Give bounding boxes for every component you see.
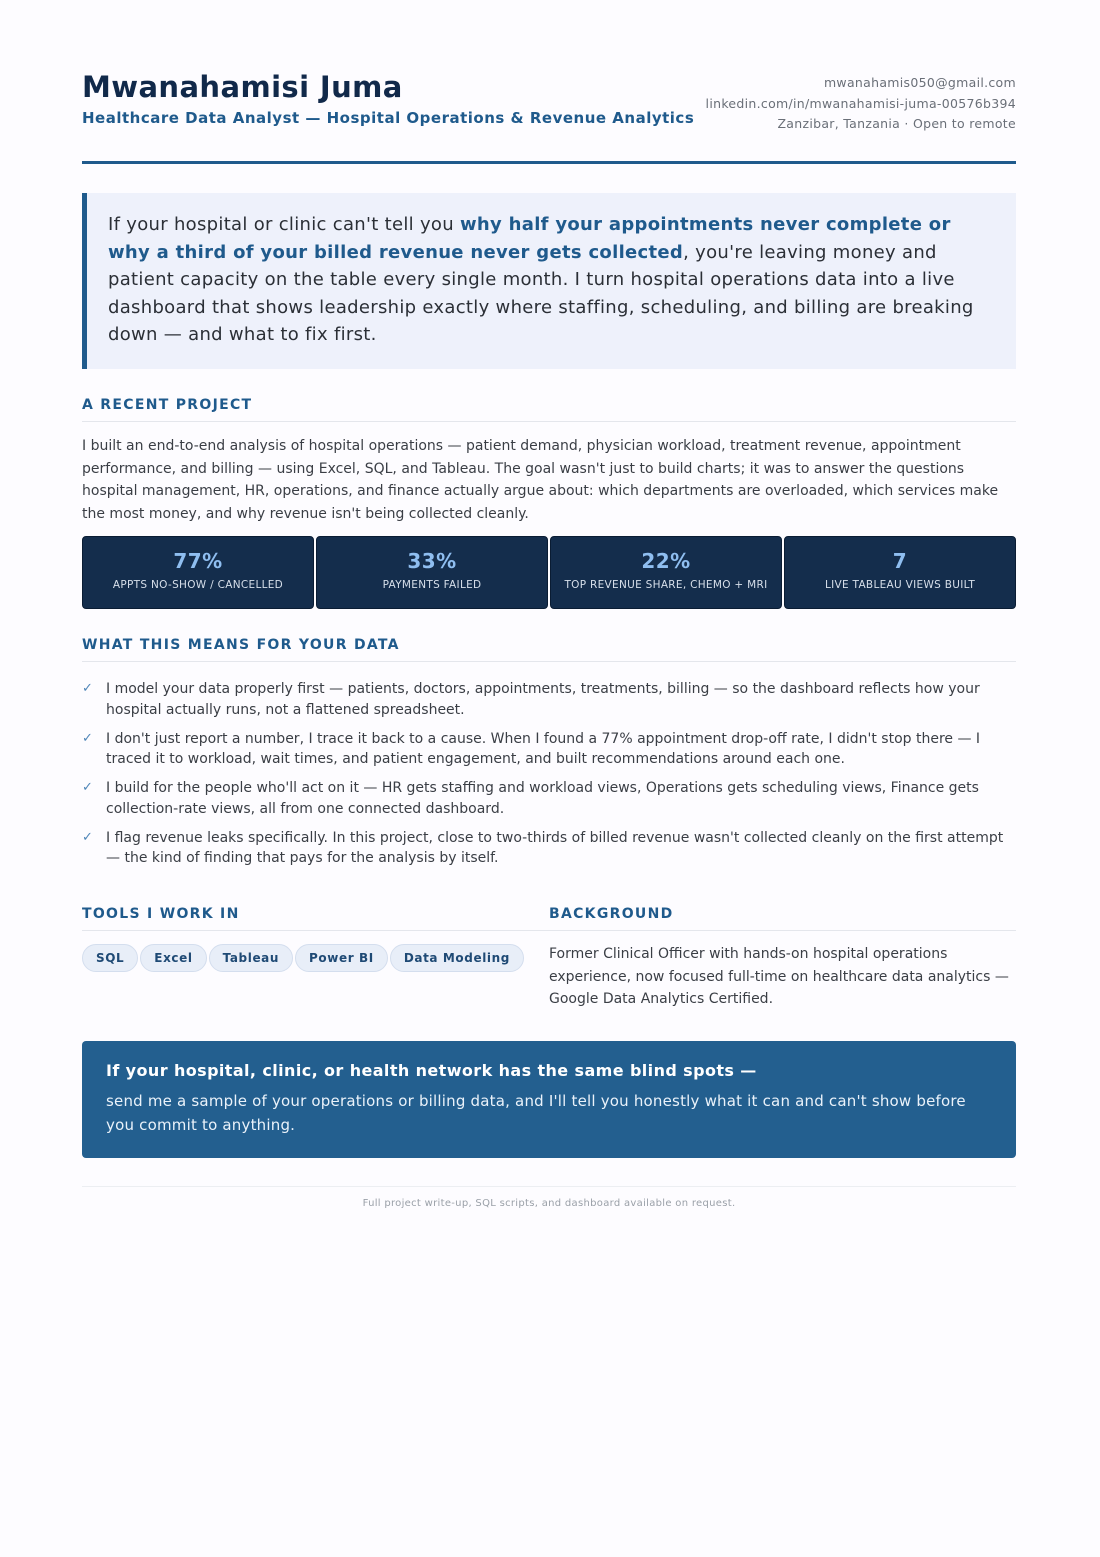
cta-text: send me a sample of your operations or billing data, and I'll tell you honestly what it can and can't show before you commit to anything. bbox=[106, 1092, 966, 1134]
list-item bbox=[82, 828, 1016, 869]
hook-highlight: why half your appointments never complete or why a third of your billed revenue never gets collected bbox=[108, 214, 951, 263]
tool-chip: Power BI bbox=[295, 944, 388, 972]
check-icon: ✓ bbox=[82, 681, 93, 696]
stat-label: LIVE TABLEAU VIEWS BUILT bbox=[824, 579, 976, 591]
job-title: Healthcare Data Analyst — Hospital Operations & Revenue Analytics bbox=[82, 109, 695, 127]
tool-chip: Data Modeling bbox=[390, 944, 524, 972]
stat-value: 7 bbox=[892, 549, 908, 573]
hook-text-start: If your hospital or clinic can't tell you bbox=[108, 214, 460, 235]
check-icon: ✓ bbox=[82, 780, 93, 795]
tool-chip: Excel bbox=[140, 944, 206, 972]
linkedin-link[interactable]: linkedin.com/in/mwanahamisi-juma-00576b394 bbox=[705, 95, 1016, 111]
stat-card bbox=[316, 536, 548, 609]
email-link[interactable]: mwanahamis050@gmail.com bbox=[823, 75, 1016, 90]
benefits-list bbox=[82, 679, 1016, 877]
list-item bbox=[82, 679, 1016, 720]
list-item-text: I build for the people who'll act on it — HR gets staffing and workload views, Operations gets scheduling views, Finance gets collection-rate views, all from one connected dashboard. bbox=[106, 780, 979, 817]
stat-card bbox=[784, 536, 1016, 609]
stat-label: TOP REVENUE SHARE, CHEMO + MRI bbox=[564, 579, 768, 591]
stat-card bbox=[550, 536, 782, 609]
list-item-text: I flag revenue leaks specifically. In this project, close to two-thirds of billed revenue wasn't collected cleanly on the first attempt — the kind of finding that pays for the analysis by itself. bbox=[106, 829, 1004, 866]
list-item-text: I don't just report a number, I trace it back to a cause. When I found a 77% appointment drop-off rate, I didn't stop there — I traced it to workload, wait times, and patient engagement, and built recommendations around each one. bbox=[106, 730, 981, 767]
contact-info bbox=[706, 73, 1016, 135]
cta-title: If your hospital, clinic, or health network has the same blind spots — bbox=[106, 1061, 757, 1080]
check-icon: ✓ bbox=[82, 730, 93, 746]
list-item-text: I model your data properly first — patients, doctors, appointments, treatments, billing — so the dashboard reflects how your hospital actually runs, not a flattened spreadsheet. bbox=[106, 681, 980, 718]
section-divider bbox=[82, 930, 549, 931]
hook-callout bbox=[82, 193, 1016, 369]
tool-chip: SQL bbox=[82, 944, 138, 972]
check-icon: ✓ bbox=[82, 829, 93, 845]
tool-chip: Tableau bbox=[209, 944, 293, 972]
stat-value: 33% bbox=[407, 549, 457, 573]
background-heading: BACKGROUND bbox=[549, 906, 674, 922]
header bbox=[82, 70, 1016, 140]
footer-divider bbox=[82, 1186, 1016, 1187]
section-divider bbox=[549, 930, 1016, 931]
header-divider bbox=[82, 161, 1016, 164]
list-item bbox=[82, 729, 1016, 770]
location-text: Zanzibar, Tanzania · Open to remote bbox=[777, 116, 1016, 131]
stat-card bbox=[82, 536, 314, 609]
meaning-heading: WHAT THIS MEANS FOR YOUR DATA bbox=[82, 637, 400, 653]
hook-text-end: , you're leaving money and patient capacity on the table every single month. I turn hospital operations data into a live dashboard that shows leadership exactly where staffing, scheduling, and billing are breaking down — and what to fix first. bbox=[108, 241, 974, 345]
project-heading: A RECENT PROJECT bbox=[82, 397, 253, 413]
footer-note: Full project write-up, SQL scripts, and dashboard available on request. bbox=[362, 1198, 736, 1209]
stat-label: APPTS NO-SHOW / CANCELLED bbox=[112, 579, 284, 591]
background-text: Former Clinical Officer with hands-on hospital operations experience, now focused full-time on healthcare data analytics — Google Data Analytics Certified. bbox=[549, 946, 1009, 1007]
tools-chips bbox=[82, 944, 524, 972]
project-description: I built an end-to-end analysis of hospital operations — patient demand, physician workload, treatment revenue, appointment performance, and billing — using Excel, SQL, and Tableau. The goal wasn't just to build charts; it was to answer the questions hospital management, HR, operations, and finance actually argue about: which departments are overloaded, which services make the most money, and why revenue isn't being collected cleanly. bbox=[82, 438, 999, 522]
stat-label: PAYMENTS FAILED bbox=[382, 579, 482, 591]
tools-heading: TOOLS I WORK IN bbox=[82, 906, 240, 922]
list-item bbox=[82, 778, 1016, 819]
stat-value: 77% bbox=[173, 549, 223, 573]
stats-row bbox=[82, 536, 1016, 609]
person-name: Mwanahamisi Juma bbox=[82, 70, 403, 104]
section-divider bbox=[82, 421, 1016, 422]
section-divider bbox=[82, 661, 1016, 662]
call-to-action bbox=[82, 1041, 1016, 1158]
stat-value: 22% bbox=[641, 549, 691, 573]
